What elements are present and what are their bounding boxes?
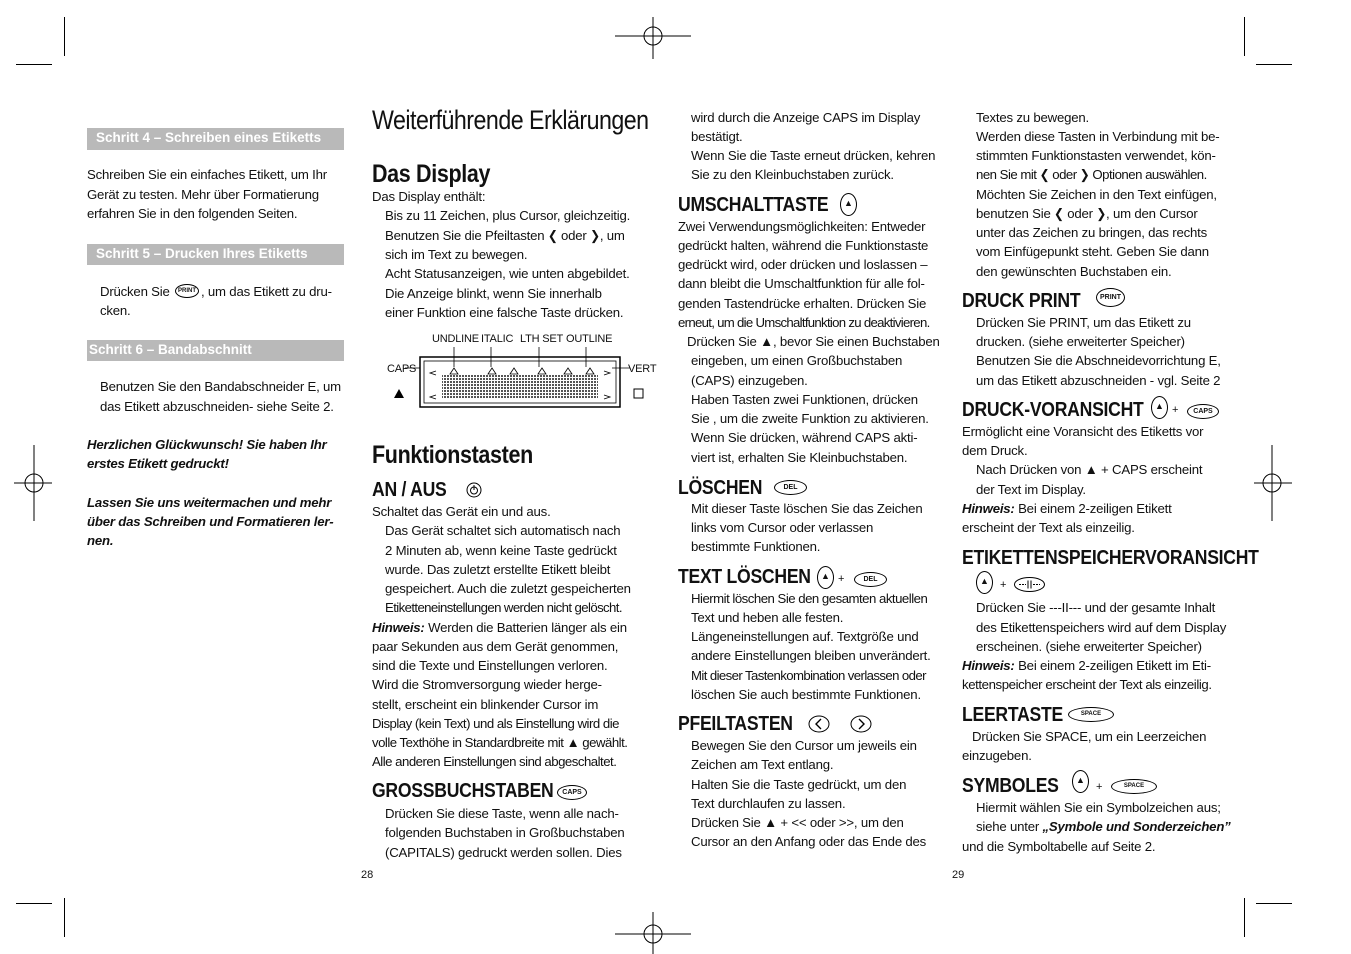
- shift-key-icon: ▲: [817, 566, 834, 589]
- loeschen-heading: LÖSCHEN: [678, 477, 763, 499]
- shift-key-icon: ▲: [1151, 396, 1168, 419]
- druck-voransicht-heading: DRUCK-VORANSICHT: [962, 399, 1144, 421]
- text-loeschen-heading: TEXT LÖSCHEN: [678, 566, 811, 588]
- grossbuchstaben-heading: GROSSBUCHSTABEN: [372, 780, 554, 802]
- etikettenspeicher-heading: ETIKETTENSPEICHERVORANSICHT: [962, 547, 1259, 569]
- registration-mark-icon: [615, 17, 691, 59]
- page-number: 29: [952, 869, 965, 881]
- registration-mark-icon: [1254, 445, 1292, 521]
- arrow-left-key-icon: [808, 715, 830, 733]
- plus-sign: +: [1096, 781, 1103, 793]
- step4-header: Schritt 4 – Schreiben eines Etiketts: [87, 128, 344, 150]
- step6-header: Schritt 6 – Bandabschnitt: [87, 340, 344, 361]
- page-number: 28: [361, 869, 374, 881]
- plus-sign: +: [1172, 404, 1179, 416]
- symboles-heading: SYMBOLES: [962, 775, 1059, 797]
- function-keys-heading: Funktionstasten: [372, 441, 533, 469]
- print-key-icon: PRINT: [1096, 288, 1125, 307]
- shift-key-icon: ▲: [976, 571, 993, 594]
- del-key-icon: DEL: [774, 480, 807, 495]
- memory-key-icon: [1014, 577, 1045, 592]
- space-key-icon: SPACE: [1111, 779, 1157, 794]
- shift-key-icon: ▲: [840, 193, 857, 216]
- an-aus-heading: AN / AUS: [372, 479, 447, 501]
- druck-print-heading: DRUCK PRINT: [962, 290, 1081, 312]
- umschalttaste-heading: UMSCHALTTASTE: [678, 194, 829, 216]
- leertaste-heading: LEERTASTE: [962, 704, 1063, 726]
- plus-sign: +: [838, 573, 845, 585]
- power-icon: [466, 482, 482, 498]
- registration-mark-icon: [14, 445, 52, 521]
- caps-key-icon: CAPS: [1187, 404, 1219, 419]
- display-heading: Das Display: [372, 160, 491, 188]
- registration-mark-icon: [615, 912, 691, 954]
- page-title: Weiterführende Erklärungen: [372, 105, 649, 135]
- arrow-right-key-icon: [850, 715, 872, 733]
- space-key-icon: SPACE: [1068, 707, 1114, 722]
- print-key-icon: PRINT: [175, 284, 199, 298]
- step5-header: Schritt 5 – Drucken Ihres Etiketts: [87, 244, 344, 265]
- shift-key-icon: ▲: [1072, 770, 1089, 793]
- pfeiltasten-heading: PFEILTASTEN: [678, 713, 793, 735]
- del-key-icon: DEL: [854, 572, 887, 587]
- plus-sign: +: [1000, 579, 1007, 591]
- caps-key-icon: CAPS: [557, 785, 587, 800]
